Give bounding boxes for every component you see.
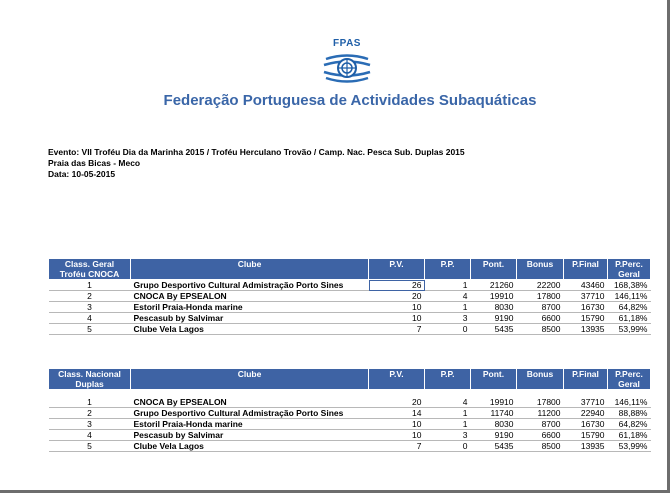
cell-pp[interactable]: 0 (425, 324, 471, 335)
cell-perc[interactable]: 146,11% (608, 397, 651, 408)
cell-pp[interactable]: 1 (425, 419, 471, 430)
table-row (49, 280, 651, 291)
cell-perc[interactable]: 146,11% (608, 291, 651, 302)
column-header-pfinal: P.Final (564, 369, 608, 390)
cell-final[interactable]: 15790 (564, 313, 608, 324)
table-row (49, 419, 651, 430)
cell-club[interactable]: CNOCA By EPSEALON (131, 397, 369, 408)
cell-club[interactable]: Pescasub by Salvimar (131, 313, 369, 324)
cell-perc[interactable]: 61,18% (608, 313, 651, 324)
cell-pv[interactable]: 20 (369, 397, 425, 408)
cell-pont[interactable]: 9190 (471, 313, 517, 324)
cell-pp[interactable]: 4 (425, 397, 471, 408)
cell-perc[interactable]: 53,99% (608, 324, 651, 335)
cell-bonus[interactable]: 8700 (517, 419, 564, 430)
cell-final[interactable]: 16730 (564, 302, 608, 313)
cell-bonus[interactable]: 17800 (517, 397, 564, 408)
cell-pp[interactable]: 1 (425, 280, 471, 291)
table-row (49, 397, 651, 408)
cell-final[interactable]: 37710 (564, 397, 608, 408)
cell-perc[interactable]: 61,18% (608, 430, 651, 441)
event-date: Data: 10-05-2015 (48, 169, 116, 179)
cell-bonus[interactable]: 8500 (517, 324, 564, 335)
column-header-clube: Clube (131, 369, 369, 390)
cell-pos[interactable]: 3 (49, 302, 131, 313)
table-row (49, 324, 651, 335)
event-location: Praia das Bicas - Meco (48, 158, 141, 168)
cell-perc[interactable]: 53,99% (608, 441, 651, 452)
cell-pv[interactable]: 10 (369, 430, 425, 441)
cell-pp[interactable]: 4 (425, 291, 471, 302)
cell-club[interactable]: Pescasub by Salvimar (131, 430, 369, 441)
cell-club[interactable]: CNOCA By EPSEALON (131, 291, 369, 302)
cell-pos[interactable]: 3 (49, 419, 131, 430)
cell-pos[interactable]: 4 (49, 430, 131, 441)
cell-pos[interactable]: 1 (49, 280, 131, 291)
cell-pont[interactable]: 8030 (471, 302, 517, 313)
cell-pp[interactable]: 1 (425, 408, 471, 419)
fpas-emblem-icon (322, 50, 372, 88)
cell-pont[interactable]: 19910 (471, 291, 517, 302)
cell-pos[interactable]: 4 (49, 313, 131, 324)
cell-bonus[interactable]: 17800 (517, 291, 564, 302)
column-header-bonus: Bonus (517, 259, 564, 280)
cell-pos[interactable]: 2 (49, 291, 131, 302)
column-header-clube: Clube (131, 259, 369, 280)
cell-final[interactable]: 43460 (564, 280, 608, 291)
cell-pv[interactable]: 10 (369, 313, 425, 324)
org-title: Federação Portuguesa de Actividades Subaquáticas (163, 92, 537, 109)
cell-pv-selected[interactable]: 26 (369, 280, 425, 291)
table-row (49, 291, 651, 302)
fpas-logo (322, 38, 372, 88)
cell-pp[interactable]: 3 (425, 430, 471, 441)
cell-pp[interactable]: 0 (425, 441, 471, 452)
spacer-row (49, 390, 651, 398)
event-info (48, 147, 465, 180)
cell-bonus[interactable]: 11200 (517, 408, 564, 419)
cell-pos[interactable]: 5 (49, 441, 131, 452)
cell-club[interactable]: Grupo Desportivo Cultural Admistração Porto Sines (131, 408, 369, 419)
table-row (49, 441, 651, 452)
table-row (49, 430, 651, 441)
column-header-pp: P.P. (425, 259, 471, 280)
ranking-table-duplas (48, 368, 651, 452)
table-row (49, 302, 651, 313)
column-header-pfinal: P.Final (564, 259, 608, 280)
cell-final[interactable]: 13935 (564, 324, 608, 335)
column-header-class: Class. Nacional Duplas (49, 369, 131, 390)
cell-pv[interactable]: 20 (369, 291, 425, 302)
cell-final[interactable]: 37710 (564, 291, 608, 302)
column-header-class: Class. Geral Troféu CNOCA (49, 259, 131, 280)
cell-pos[interactable]: 5 (49, 324, 131, 335)
cell-perc[interactable]: 168,38% (608, 280, 651, 291)
cell-bonus[interactable]: 6600 (517, 430, 564, 441)
cell-pont[interactable]: 21260 (471, 280, 517, 291)
cell-bonus[interactable]: 8500 (517, 441, 564, 452)
cell-pos[interactable]: 1 (49, 397, 131, 408)
cell-club[interactable]: Clube Vela Lagos (131, 441, 369, 452)
cell-pv[interactable]: 7 (369, 324, 425, 335)
cell-club[interactable]: Grupo Desportivo Cultural Admistração Porto Sines (131, 280, 369, 291)
column-header-pv: P.V. (369, 369, 425, 390)
cell-pv[interactable]: 10 (369, 302, 425, 313)
cell-club[interactable]: Estoril Praia-Honda marine (131, 302, 369, 313)
cell-club[interactable]: Clube Vela Lagos (131, 324, 369, 335)
column-header-pperc: P.Perc. Geral (608, 259, 651, 280)
cell-pv[interactable]: 14 (369, 408, 425, 419)
table-row (49, 313, 651, 324)
event-name: Evento: VII Troféu Dia da Marinha 2015 / Troféu Herculano Trovão / Camp. Nac. Pesca Sub. Duplas 2015 (48, 147, 465, 157)
cell-final[interactable]: 22940 (564, 408, 608, 419)
cell-bonus[interactable]: 6600 (517, 313, 564, 324)
cell-final[interactable]: 13935 (564, 441, 608, 452)
column-header-pv: P.V. (369, 259, 425, 280)
cell-pp[interactable]: 3 (425, 313, 471, 324)
table-row (49, 408, 651, 419)
cell-pont[interactable]: 11740 (471, 408, 517, 419)
ranking-table-geral (48, 258, 651, 335)
cell-final[interactable]: 16730 (564, 419, 608, 430)
cell-perc[interactable]: 64,82% (608, 419, 651, 430)
cell-perc[interactable]: 64,82% (608, 302, 651, 313)
cell-bonus[interactable]: 8700 (517, 302, 564, 313)
column-header-pont: Pont. (471, 259, 517, 280)
cell-perc[interactable]: 88,88% (608, 408, 651, 419)
cell-pont[interactable]: 19910 (471, 397, 517, 408)
cell-pp[interactable]: 1 (425, 302, 471, 313)
cell-pos[interactable]: 2 (49, 408, 131, 419)
cell-pont[interactable]: 5435 (471, 441, 517, 452)
cell-pont[interactable]: 5435 (471, 324, 517, 335)
cell-final[interactable]: 15790 (564, 430, 608, 441)
column-header-bonus: Bonus (517, 369, 564, 390)
column-header-pont: Pont. (471, 369, 517, 390)
column-header-pp: P.P. (425, 369, 471, 390)
cell-bonus[interactable]: 22200 (517, 280, 564, 291)
cell-pv[interactable]: 7 (369, 441, 425, 452)
logo-text: FPAS (333, 38, 361, 49)
cell-pv[interactable]: 10 (369, 419, 425, 430)
cell-pont[interactable]: 9190 (471, 430, 517, 441)
cell-club[interactable]: Estoril Praia-Honda marine (131, 419, 369, 430)
cell-pont[interactable]: 8030 (471, 419, 517, 430)
column-header-pperc: P.Perc. Geral (608, 369, 651, 390)
